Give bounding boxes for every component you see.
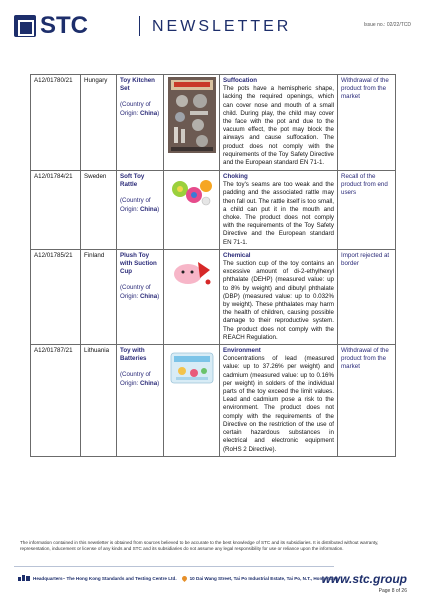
soft-toy-rattle-photo (168, 173, 216, 213)
hq-label: Headquarters (33, 575, 63, 581)
country-cell: Sweden (81, 171, 117, 250)
measure-cell: Withdrawal of the product from the market (338, 345, 396, 457)
risk-description: The suction cup of the toy contains an excessive amount of di-2-ethylhexyl phthalate (DEHP) (measured value: up to 8% by weight) and dibutyl phthalate (DBP) (measured value: up to 0.032% by weight). These phthalates may harm the health of children, causing possible damage to their reproductive system. The product does not comply with the REACH Regulation. (223, 260, 334, 341)
risk-description: Concentrations of lead (measured value: up to 37.26% per weight) and cadmium (measured value: up to 0.16% per weight) in solders of the individual parts of the toy exceed the limit values. Lead and cadmium pose a risk to the environment. The product does not comply with the requirements of the Directive on the restriction of the use of certain hazardous substances in electrical and electronic equipment (RoHS 2 Directive). (223, 355, 334, 453)
measure-cell: Withdrawal of the product from the market (338, 75, 396, 171)
hq-company: – The Hong Kong Standards and Testing Centre Ltd. (62, 575, 177, 581)
issue-number: Issue no.: 02/22/TCD (363, 22, 411, 28)
product-cell (117, 75, 164, 171)
product-name: Plush Toy with Suction Cup (120, 251, 157, 276)
country-of-origin: (Country of Origin: China) (120, 101, 160, 117)
reference-cell: A12/01780/21 (31, 75, 81, 171)
header-divider (139, 16, 140, 36)
disclaimer: The information contained in this newsletter is obtained from sources believed to be accurate to the best knowledge of STC and its subsidiaries. It is distributed without warranty, representation, inducement or license of any kinds and STC and its subsidiaries do not assume any legal responsibility for use or reliance upon the information. (20, 540, 379, 552)
location-pin-icon (181, 574, 188, 581)
headquarters-info (18, 575, 338, 581)
country-of-origin: (Country of Origin: China) (120, 284, 160, 300)
battery-toy-photo (168, 347, 216, 391)
country-cell: Lithuania (81, 345, 117, 457)
risk-description: The pots have a hemispheric shape, lacking the required openings, which can cover nose and mouth of a small child. During play, the child may cover the face with the pot and due to the vacuum effect, the pot may block the airways and cause suffocation. The product does not comply with the requirements of the Toy Safety Directive and the European standard EN 71-1. (223, 85, 334, 167)
image-cell (164, 171, 220, 250)
product-cell (117, 249, 164, 344)
recall-table (30, 74, 396, 457)
country-of-origin: (Country of Origin: China) (120, 371, 160, 387)
table-row (31, 75, 396, 171)
risk-description: The toy's seams are too weak and the padding and the associated rattle may then fall out. The rattle itself is too small, a child can put it in the mouth and choke. The product does not comply with the requirements of the Toy Safety Directive and the European standard EN 71-1. (223, 181, 334, 246)
reference-cell: A12/01784/21 (31, 171, 81, 250)
footer-divider (14, 566, 334, 567)
stc-logo (14, 14, 88, 38)
risk-cell (220, 249, 338, 344)
image-cell (164, 249, 220, 344)
plush-toy-photo (168, 252, 216, 292)
page-header (0, 0, 425, 48)
country-cell: Finland (81, 249, 117, 344)
product-cell (117, 171, 164, 250)
risk-cell (220, 171, 338, 250)
risk-cell (220, 75, 338, 171)
risk-type: Choking (223, 173, 248, 180)
newsletter-title: NEWSLETTER (152, 18, 292, 35)
measure-cell: Import rejected at border (338, 249, 396, 344)
risk-cell (220, 345, 338, 457)
measure-cell: Recall of the product from end users (338, 171, 396, 250)
country-cell: Hungary (81, 75, 117, 171)
product-name: Toy with Batteries (120, 347, 147, 363)
toy-kitchen-set-photo (168, 77, 216, 153)
risk-type: Environment (223, 347, 261, 355)
building-icon (18, 575, 30, 581)
country-of-origin: (Country of Origin: China) (120, 197, 160, 213)
risk-type: Suffocation (223, 77, 258, 84)
product-name: Soft Toy Rattle (120, 173, 145, 189)
page-number: Page 8 of 26 (378, 588, 407, 594)
reference-cell: A12/01787/21 (31, 345, 81, 457)
table-row (31, 249, 396, 344)
table-row (31, 345, 396, 457)
stc-logo-icon (14, 15, 36, 37)
brand-name: STC (40, 12, 88, 39)
product-cell (117, 345, 164, 457)
risk-type: Chemical (223, 251, 251, 259)
table-row (31, 171, 396, 250)
product-name: Toy Kitchen Set (120, 77, 155, 93)
image-cell (164, 75, 220, 171)
image-cell (164, 345, 220, 457)
hq-address: 10 Dai Wang Street, Tai Po Industrial Estate, Tai Po, N.T., Hong Kong (189, 575, 339, 581)
website-link[interactable]: www.stc.group (321, 572, 407, 586)
reference-cell: A12/01785/21 (31, 249, 81, 344)
